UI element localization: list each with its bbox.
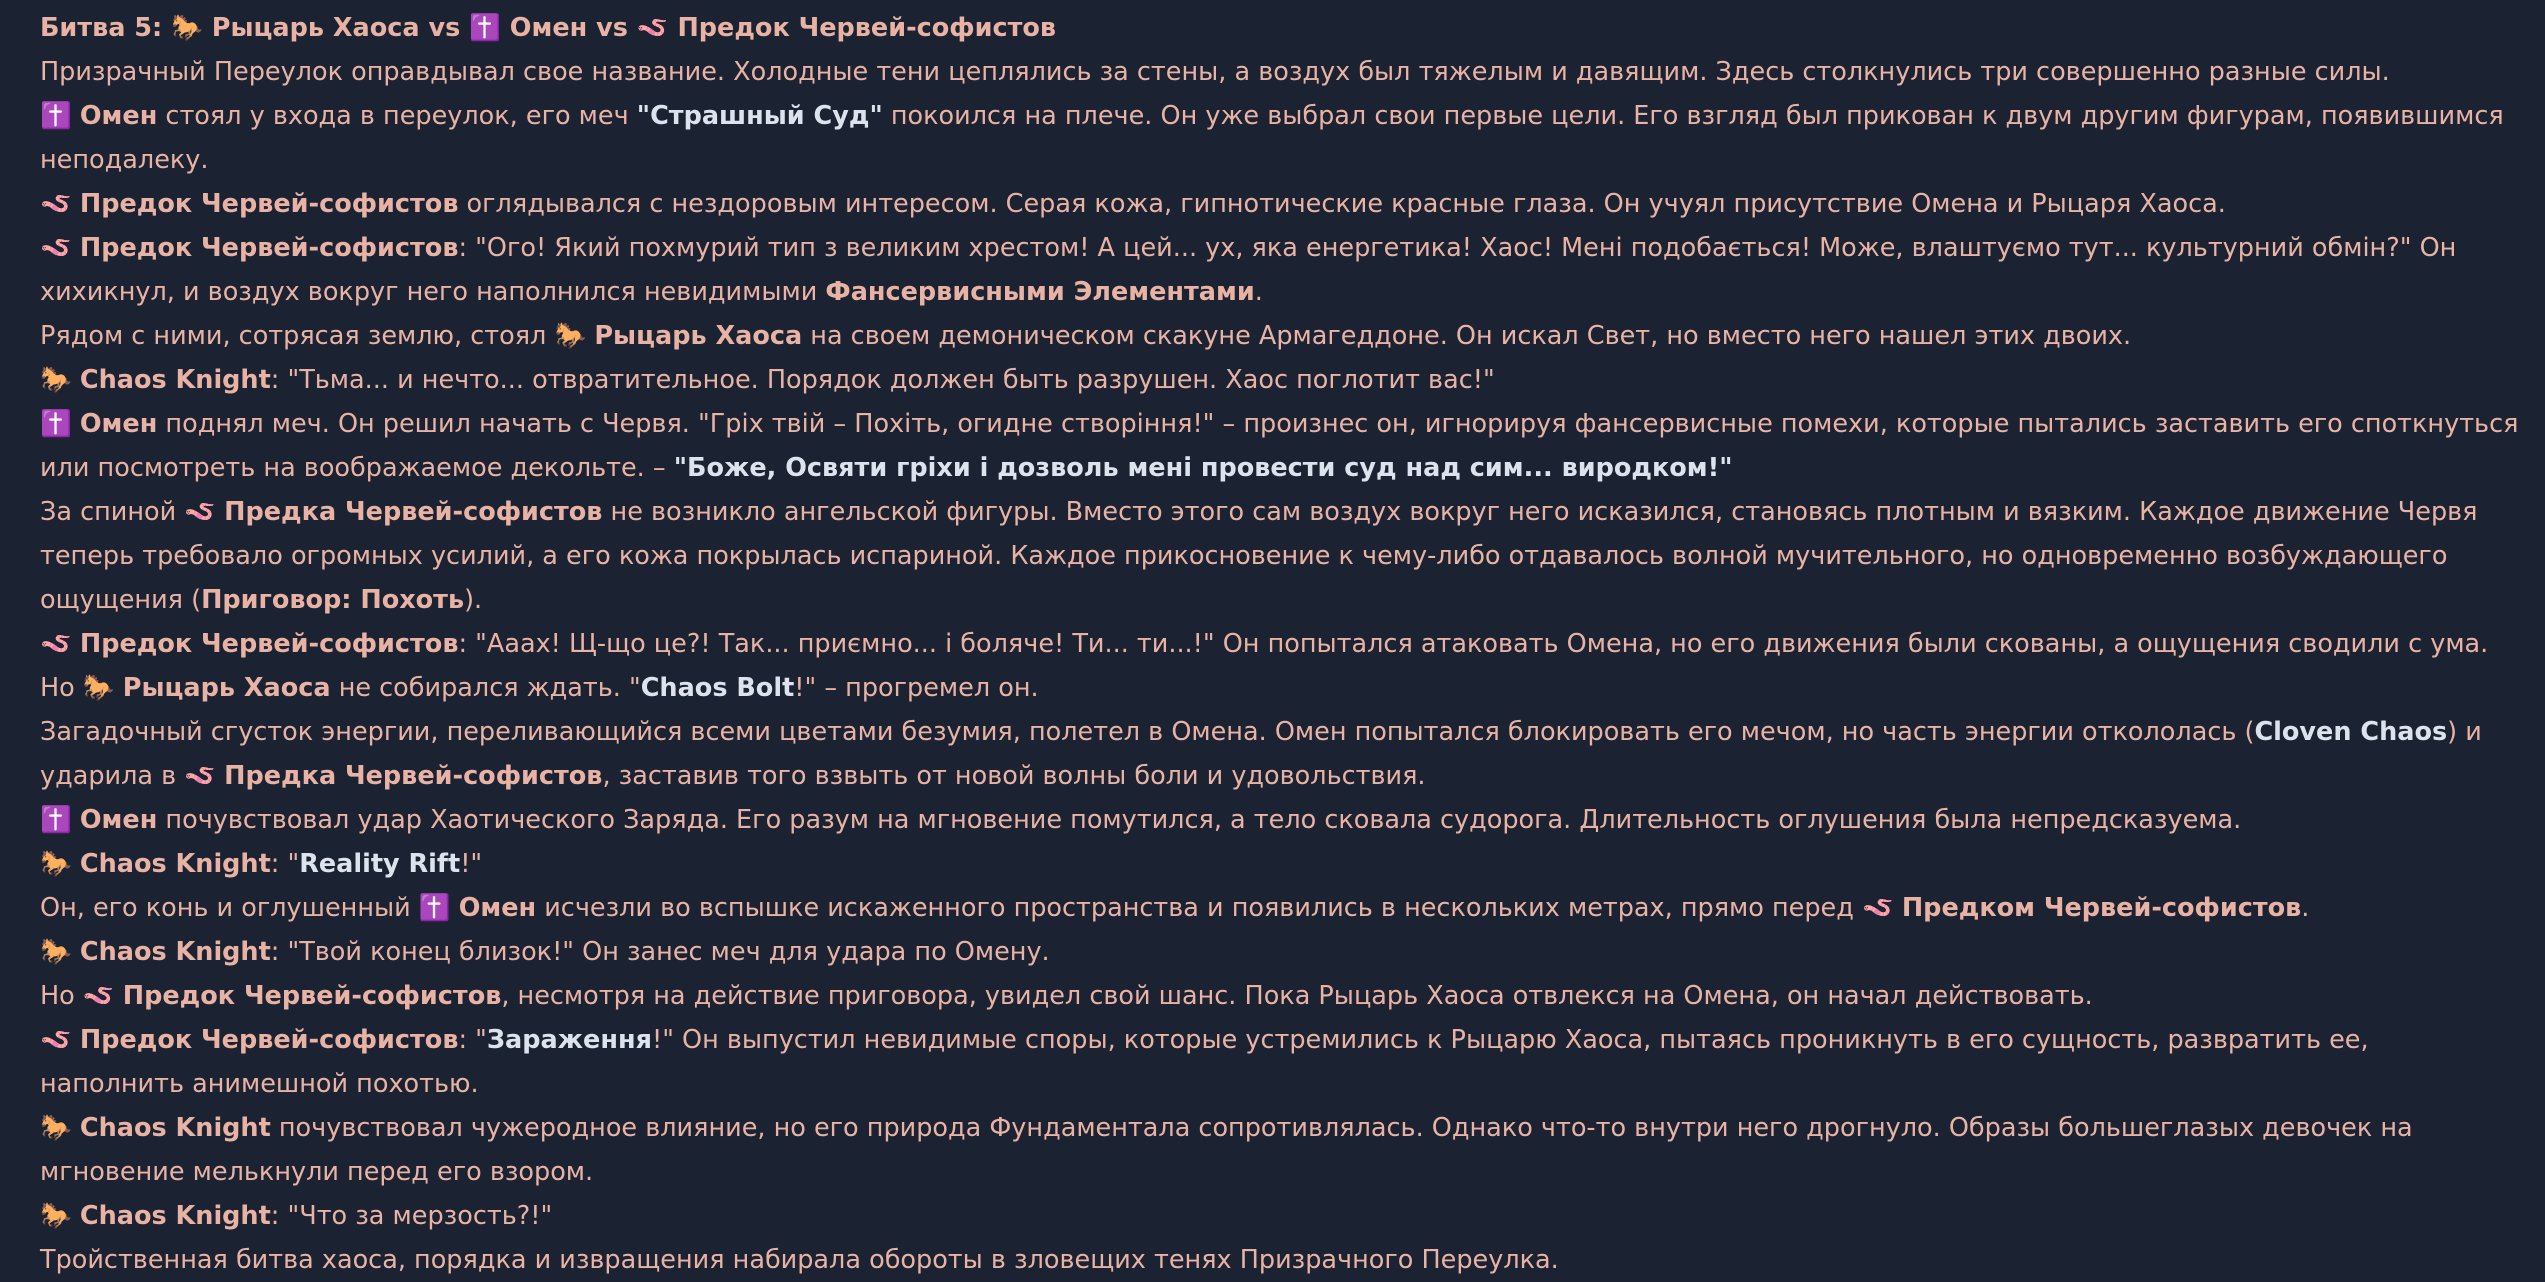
- character-name: Омен: [79, 409, 158, 439]
- character-name: Предка Червей-софистов: [224, 497, 603, 527]
- text: ) и ударила в: [40, 717, 2482, 791]
- horse-icon: 🐎: [40, 849, 72, 879]
- character-name: Предок Червей-софистов: [79, 629, 459, 659]
- paragraph: Тройственная битва хаоса, порядка и извращения набирала обороты в зловещих тенях Призрачного Переулка.: [40, 1245, 1559, 1275]
- text: на своем демоническом скакуне Армагеддоне. Он искал Свет, но вместо него нашел этих двоих.: [802, 321, 2132, 351]
- spell-name: Chaos Bolt: [640, 673, 795, 703]
- character-name: Chaos Knight: [79, 937, 271, 967]
- worm-icon: 🪱: [40, 189, 72, 219]
- paragraph: [40, 974, 2520, 1018]
- title-worm: Предок Червей-софистов: [668, 13, 1057, 43]
- cross-icon: ✝️: [418, 893, 451, 923]
- character-name: Рыцарь Хаоса: [122, 673, 331, 703]
- character-name: Предок Червей-софистов: [79, 233, 459, 263]
- text: : "Ого! Який похмурий тип з великим хрестом! А цей... ух, яка енергетика! Хаос! Мені подобається! Може, влаштуємо тут... культурний обмін?" Он хихикнул, и воздух вокруг него наполнился невидимыми: [40, 233, 2457, 307]
- character-name: Предок Червей-софистов: [79, 189, 459, 219]
- character-name: Омен: [79, 101, 158, 131]
- text: Он, его конь и оглушенный: [40, 893, 419, 923]
- text: не возникло ангельской фигуры. Вместо этого сам воздух вокруг него исказился, становясь плотным и вязким. Каждое движение Червя теперь требовало огромных усилий, а его кожа покрылась испариной. Каждое прикосновение к чему-либо отдавалось волной мучительного, но одновременно возбуждающего ощущения (: [40, 497, 2478, 615]
- horse-icon: 🐎: [40, 937, 72, 967]
- cross-icon: ✝️: [40, 409, 72, 439]
- text: не собирался ждать. ": [330, 673, 641, 703]
- character-name: Предка Червей-софистов: [224, 761, 603, 791]
- worm-icon: 🪱: [40, 1025, 72, 1055]
- character-name: Омен: [79, 805, 158, 835]
- horse-icon: 🐎: [40, 1113, 72, 1143]
- worm-icon: 🪱: [184, 761, 217, 791]
- cross-icon: ✝️: [40, 805, 72, 835]
- worm-icon: 🪱: [40, 233, 72, 263]
- character-name: Предок Червей-софистов: [79, 1025, 459, 1055]
- text: Но: [40, 981, 83, 1011]
- spell-name: Reality Rift: [299, 849, 461, 879]
- text: : "Что за мерзость?!": [270, 1201, 553, 1231]
- paragraph: [40, 182, 2520, 226]
- text: исчезли во вспышке искаженного пространства и появились в нескольких метрах, прямо перед: [536, 893, 1862, 923]
- title-omen: Омен: [500, 13, 588, 43]
- text: .: [1254, 277, 1263, 307]
- text: покоился на плече. Он уже выбрал свои первые цели. Его взгляд был прикован к двум другим фигурам, появившимся неподалеку.: [40, 101, 2504, 175]
- text: , заставив того взвыть от новой волны боли и удовольствия.: [602, 761, 1426, 791]
- text: : "Тьма... и нечто... отвратительное. Порядок должен быть разрушен. Хаос поглотит вас!": [270, 365, 1495, 395]
- worm-icon: 🪱: [184, 497, 217, 527]
- battle-title: [40, 6, 2520, 50]
- text: , несмотря на действие приговора, увидел свой шанс. Пока Рыцарь Хаоса отвлекся на Омена, он начал действовать.: [501, 981, 2093, 1011]
- text: За спиной: [40, 497, 185, 527]
- character-name: Chaos Knight: [79, 365, 271, 395]
- horse-icon: 🐎: [82, 673, 115, 703]
- paragraph: [40, 842, 2520, 886]
- paragraph: [40, 710, 2520, 798]
- character-name: Омен: [458, 893, 537, 923]
- worm-icon: 🪱: [82, 981, 115, 1011]
- spell-name: Cloven Chaos: [2254, 717, 2448, 747]
- paragraph: [40, 94, 2520, 182]
- paragraph: [40, 314, 2520, 358]
- paragraph: [40, 930, 2520, 974]
- paragraph: Призрачный Переулок оправдывал свое название. Холодные тени цеплялись за стены, а воздух был тяжелым и давящим. Здесь столкнулись три совершенно разные силы.: [40, 57, 2390, 87]
- text: ).: [464, 585, 483, 615]
- paragraph: [40, 798, 2520, 842]
- worm-icon: 🪱: [1861, 893, 1894, 923]
- title-prefix: Битва 5:: [40, 13, 172, 43]
- story-container: [40, 6, 2520, 1282]
- text: : "Твой конец близок!" Он занес меч для удара по Омену.: [270, 937, 1050, 967]
- paragraph: [40, 490, 2520, 622]
- worm-icon: 🪱: [40, 629, 72, 659]
- cross-icon: ✝️: [469, 13, 501, 43]
- text: Но: [40, 673, 83, 703]
- bold-term: Фансервисными Элементами: [825, 277, 1255, 307]
- bold-term: Приговор: Похоть: [201, 585, 465, 615]
- text: !": [460, 849, 483, 879]
- paragraph: [40, 1018, 2520, 1106]
- horse-icon: 🐎: [40, 1201, 72, 1231]
- worm-icon: 🪱: [636, 13, 669, 43]
- cross-icon: ✝️: [40, 101, 72, 131]
- paragraph: [40, 358, 2520, 402]
- paragraph: [40, 622, 2520, 666]
- paragraph: [40, 666, 2520, 710]
- text: : ": [270, 849, 300, 879]
- text: стоял у входа в переулок, его меч: [157, 101, 637, 131]
- text: оглядывался с нездоровым интересом. Серая кожа, гипнотические красные глаза. Он учуял присутствие Омена и Рыцаря Хаоса.: [458, 189, 2226, 219]
- text: !" – прогремел он.: [794, 673, 1039, 703]
- title-vs: vs: [419, 13, 470, 43]
- text: Рядом с ними, сотрясая землю, стоял: [40, 321, 555, 351]
- text: почувствовал удар Хаотического Заряда. Его разум на мгновение помутился, а тело сковала судорога. Длительность оглушения была непредсказуема.: [157, 805, 2242, 835]
- horse-icon: 🐎: [554, 321, 587, 351]
- paragraph: [40, 1106, 2520, 1194]
- paragraph: [40, 886, 2520, 930]
- spell-name: Зараження: [486, 1025, 652, 1055]
- text: !" Он выпустил невидимые споры, которые устремились к Рыцарю Хаоса, пытаясь проникнуть в его сущность, развратить ее, наполнить анимешной похотью.: [40, 1025, 2369, 1099]
- character-name: Предок Червей-софистов: [122, 981, 502, 1011]
- character-name: Рыцарь Хаоса: [594, 321, 803, 351]
- text: почувствовал чужеродное влияние, но его природа Фундаментала сопротивлялась. Однако что-то внутри него дрогнуло. Образы большеглазых девочек на мгновение мелькнули перед его взором.: [40, 1113, 2413, 1187]
- paragraph: [40, 226, 2520, 314]
- text: поднял меч. Он решил начать с Червя. "Гріх твій – Похіть, огидне створіння!" – произнес он, игнорируя фансервисные помехи, которые пытались заставить его споткнуться или посмотреть на воображаемое декольте. –: [40, 409, 2519, 483]
- title-knight: Рыцарь Хаоса: [202, 13, 420, 43]
- paragraph: [40, 1194, 2520, 1238]
- paragraph: [40, 402, 2520, 490]
- horse-icon: 🐎: [40, 365, 72, 395]
- character-name: Предком Червей-софистов: [1901, 893, 2302, 923]
- text: : ": [458, 1025, 487, 1055]
- character-name: Chaos Knight: [79, 849, 271, 879]
- sword-name: "Страшный Суд": [636, 101, 883, 131]
- character-name: Chaos Knight: [79, 1113, 271, 1143]
- character-name: Chaos Knight: [79, 1201, 271, 1231]
- horse-icon: 🐎: [171, 13, 203, 43]
- quote-bold: "Боже, Освяти гріхи і дозволь мені провести суд над сим... виродком!": [673, 453, 1733, 483]
- text: Загадочный сгусток энергии, переливающийся всеми цветами безумия, полетел в Омена. Омен попытался блокировать его мечом, но часть энергии откололась (: [40, 717, 2255, 747]
- text: .: [2301, 893, 2310, 923]
- text: : "Ааах! Щ-що це?! Так... приємно... і боляче! Ти... ти...!" Он попытался атаковать Омена, но его движения были скованы, а ощущения сводили с ума.: [458, 629, 2489, 659]
- title-vs: vs: [587, 13, 637, 43]
